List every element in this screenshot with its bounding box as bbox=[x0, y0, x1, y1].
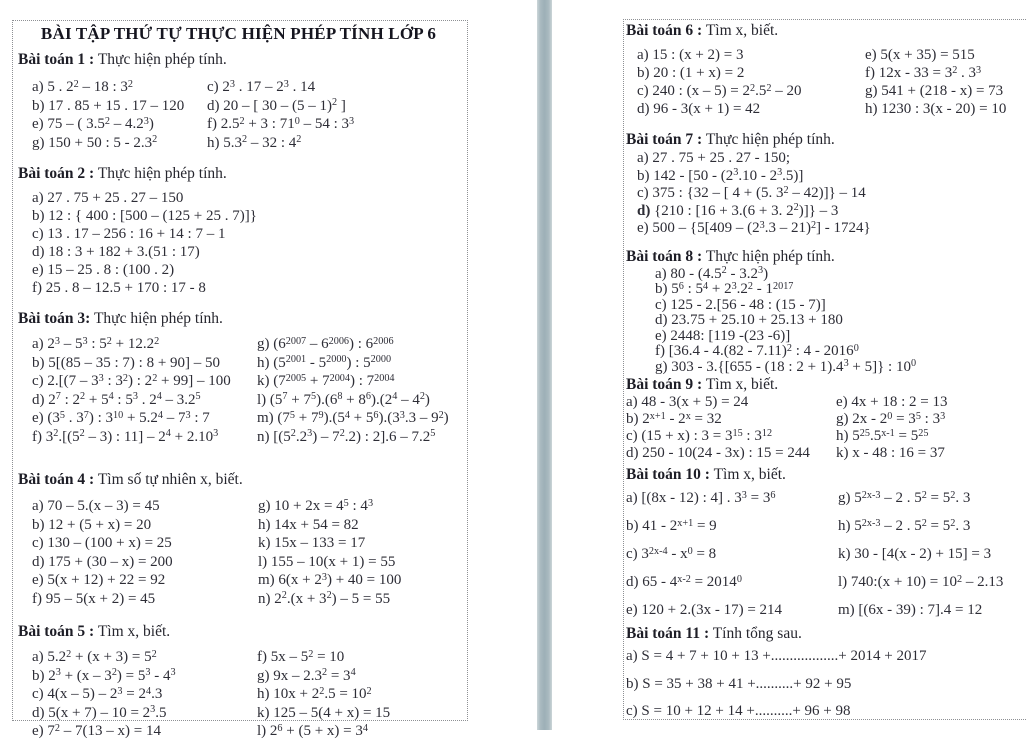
exercise-item: b) 20 : (1 + x) = 2 bbox=[637, 65, 745, 81]
exercise-item: h) $(5^{2001} - 5^{2000})$ : $5^{2000}$ bbox=[257, 354, 392, 371]
problem-heading bbox=[18, 309, 459, 328]
problem-desc: Tìm x, biết. bbox=[97, 623, 171, 640]
exercise-item: b) 12 : { 400 : [500 – (125 + 25 . 7)]} bbox=[32, 208, 257, 224]
exercise-item: h) $5^{2x-3} - 2$ . $5^2 = 5^2$. 3 bbox=[838, 517, 971, 534]
problem-column-b bbox=[836, 394, 948, 462]
exercise-item: b) 12 + (5 + x) = 20 bbox=[32, 516, 152, 533]
exercise-item: b) S = 35 + 38 + 41 +..........+ 92 + 95 bbox=[626, 675, 852, 692]
exercise-item: h) 1230 : 3(x - 20) = 10 bbox=[865, 101, 1007, 117]
exercise-item: d) 175 + (30 – x) = 200 bbox=[32, 553, 173, 570]
exercise-item: a) 27 . 75 + 25 . 27 - 150; bbox=[637, 150, 791, 166]
problem-label: Bài toán 10 : bbox=[626, 466, 710, 483]
exercise-item: l) $2^6 + (5 + x) = 3^4$ bbox=[257, 722, 368, 739]
exercise-item: f) $12x - 33 = 3^2$ . $3^3$ bbox=[865, 64, 982, 81]
exercise-item: f) $5x - 5^2 = 10$ bbox=[257, 648, 345, 665]
exercise-item: e) 5(x + 12) + 22 = 92 bbox=[32, 572, 166, 588]
exercise-item: f) $3^2.[(5^2 - 3)$ : $11] - 2^4 + 2.10^3$ bbox=[32, 428, 219, 445]
exercise-item: e) 15 – 25 . 8 : (100 . 2) bbox=[32, 262, 175, 278]
problem-column-b bbox=[207, 78, 354, 152]
exercise-item: c) S = 10 + 12 + 14 +..........+ 96 + 98 bbox=[626, 703, 851, 719]
exercise-item: b) 5[(85 – 35 : 7) : 8 + 90] – 50 bbox=[32, 354, 221, 371]
problem-desc: Thực hiện phép tính. bbox=[705, 131, 835, 148]
exercise-item: b) $5^6$ : $5^4 + 2^3.2^2 - 1^{2017}$ bbox=[655, 280, 794, 297]
problem-label: Bài toán 5 : bbox=[18, 623, 95, 640]
problem-columns bbox=[626, 394, 1026, 462]
exercise-item: d) $65 - 4^{x-2} = 2014^0$ bbox=[626, 573, 742, 590]
exercise-item: d) 250 - 10(24 - 3x) : 15 = 244 bbox=[626, 445, 810, 461]
exercise-item: d) 20 – [ 30 – (5 – 1)$^2$ ] bbox=[207, 97, 346, 114]
problem-column-a bbox=[637, 150, 871, 238]
exercise-item: a) 5 . $2^2 - 18$ : $3^2$ bbox=[32, 78, 134, 95]
problem-columns bbox=[637, 46, 1026, 118]
exercise-item: d) $5(x + 7) - 10 = 2^3.5$ bbox=[32, 704, 167, 721]
exercise-item: k) 30 - [4(x - 2) + 15] = 3 bbox=[838, 546, 992, 562]
exercise-item: c) (15 + x) : $3 = 3^{15}$ : $3^{12}$ bbox=[626, 427, 773, 444]
problem-desc: Tìm x, biết. bbox=[705, 22, 779, 39]
exercise-item: a) 27 . 75 + 25 . 27 – 150 bbox=[32, 190, 184, 206]
exercise-item: a) $5.2^2 + (x + 3) = 5^2$ bbox=[32, 648, 157, 665]
problem-heading bbox=[18, 470, 459, 489]
problem-column-b bbox=[865, 46, 1006, 118]
exercise-item: c) $3^{2x-4} - x^0 = 8$ bbox=[626, 545, 717, 562]
problem-block-1 bbox=[18, 50, 459, 152]
exercise-item: c) 130 – (100 + x) = 25 bbox=[32, 535, 172, 551]
problem-column-a bbox=[655, 267, 916, 376]
problem-heading bbox=[626, 130, 1026, 149]
exercise-item: g) $9x - 2.3^2 = 3^4$ bbox=[257, 667, 356, 684]
problem-columns bbox=[32, 497, 459, 608]
problem-heading bbox=[626, 247, 1026, 266]
problem-desc: Tính tổng sau. bbox=[712, 625, 802, 642]
exercise-item: h) $5.3^2 - 32$ : $4^2$ bbox=[207, 134, 302, 151]
worksheet-page-1 bbox=[12, 20, 468, 739]
exercise-item: b) $2^{x+1} - 2^x = 32$ bbox=[626, 410, 722, 427]
exercise-item: g) $2x - 2^0 = 3^5$ : $3^3$ bbox=[836, 410, 946, 427]
problem-columns bbox=[32, 648, 459, 741]
exercise-item: e) 2448: [119 -(23 -6)] bbox=[655, 327, 791, 344]
exercise-item: e) 5(x + 35) = 515 bbox=[865, 47, 975, 63]
exercise-item: d) 23.75 + 25.10 + 25.13 + 180 bbox=[655, 312, 843, 328]
problem-column-a bbox=[626, 394, 836, 462]
exercise-item: b) 17 . 85 + 15 . 17 – 120 bbox=[32, 97, 185, 114]
exercise-item: d) 96 - 3(x + 1) = 42 bbox=[637, 101, 761, 117]
exercise-item: b) $41 - 2^{x+1} = 9$ bbox=[626, 517, 717, 534]
problem-label: Bài toán 1 : bbox=[18, 51, 95, 68]
exercise-item: g) $5^{2x-3} - 2$ . $5^2 = 5^2$. 3 bbox=[838, 489, 971, 506]
problem-block-9 bbox=[626, 375, 1026, 462]
problem-heading bbox=[18, 50, 459, 69]
problem-column-b bbox=[258, 497, 401, 608]
problem-heading bbox=[18, 164, 459, 183]
exercise-item: f) $2.5^2 + 3$ : $71^0 - 54$ : $3^3$ bbox=[207, 115, 355, 132]
exercise-item: c) 240 : $(x - 5) = 2^2.5^2 - 20$ bbox=[637, 82, 802, 99]
exercise-item: g) 303 - 3.{[655 - (18 : $2 + 1).4^3 + 5$]} : $10^0$ bbox=[655, 358, 917, 375]
exercise-item: k) $(7^{2005} + 7^{2004})$ : $7^{2004}$ bbox=[257, 372, 395, 389]
problem-columns bbox=[32, 189, 459, 297]
exercise-item: l) $(5^7 + 7^5).(6^8 + 8^6).(2^4 - 4^2)$ bbox=[257, 391, 430, 408]
exercise-item: d) 18 : 3 + 182 + 3.(51 : 17) bbox=[32, 244, 200, 260]
problem-desc: Tìm x, biết. bbox=[705, 376, 779, 393]
problem-desc: Tìm số tự nhiên x, biết. bbox=[97, 471, 243, 488]
exercise-item: b) $2^3 + (x - 3^2) = 5^3 - 4^3$ bbox=[32, 667, 176, 684]
exercise-item: f) 25 . 8 – 12.5 + 170 : 17 - 8 bbox=[32, 280, 206, 296]
exercise-item: c) 375 : {32 – [ 4 + (5. $3^2 - 42)]\} - 14$ bbox=[637, 184, 866, 201]
exercise-item: e) 120 + 2.(3x - 17) = 214 bbox=[626, 602, 783, 618]
problem-block-10 bbox=[626, 465, 1026, 624]
worksheet-page-2 bbox=[623, 19, 1026, 720]
problem-column-b bbox=[257, 335, 449, 446]
exercise-item: a) 15 : (x + 2) = 3 bbox=[637, 47, 744, 63]
exercise-item: g) 541 + (218 - x) = 73 bbox=[865, 83, 1004, 99]
exercise-item: e) 75 – ( $3.5^2 - 4.2^3$) bbox=[32, 115, 154, 132]
exercise-item: k) 125 – 5(4 + x) = 15 bbox=[257, 704, 391, 721]
problem-label: Bài toán 8 : bbox=[626, 247, 703, 265]
problem-block-6 bbox=[626, 21, 1026, 118]
page-divider bbox=[537, 0, 552, 730]
problem-desc: Thực hiện phép tính. bbox=[93, 310, 223, 327]
problem-block-5 bbox=[18, 622, 459, 741]
exercise-item: m) $(7^5 + 7^9).(5^4 + 5^6).(3^3.3 - 9^2)$ bbox=[257, 409, 449, 426]
problem-heading bbox=[18, 622, 459, 641]
problem-column-a bbox=[32, 648, 257, 741]
problem-block-4 bbox=[18, 470, 459, 608]
exercise-item: n) $[(5^2.2^3) - 7^2.2)$ : $2].6 - 7.2^5$ bbox=[257, 428, 436, 445]
exercise-item: c) $4(x - 5) - 2^3 = 2^4.3$ bbox=[32, 685, 163, 702]
problem-desc: Thực hiện phép tính. bbox=[705, 247, 835, 265]
problem-desc: Tìm x, biết. bbox=[713, 466, 786, 483]
exercise-item: n) $2^2.(x + 3^2) - 5 = 55$ bbox=[258, 590, 391, 607]
problem-block-11 bbox=[626, 624, 1026, 726]
problem-columns bbox=[655, 267, 1026, 376]
exercise-item: c) $2^3$ . $17 - 2^3$ . 14 bbox=[207, 78, 316, 95]
exercise-item: c) 13 . 17 – 256 : 16 + 14 : 7 – 1 bbox=[32, 226, 226, 242]
exercise-item: m) $6(x + 2^3) + 40 = 100$ bbox=[258, 571, 402, 588]
exercise-item: a) $80 - (4.5^2 - 3.2^3)$ bbox=[655, 265, 769, 282]
exercise-item: e) $7^2 - 7(13 - x) = 14$ bbox=[32, 722, 161, 739]
problem-columns bbox=[626, 484, 1026, 624]
problem-label: Bài toán 11 : bbox=[626, 625, 710, 642]
exercise-item: l) 155 – 10(x + 1) = 55 bbox=[258, 553, 396, 570]
problem-desc: Thực hiện phép tính. bbox=[97, 165, 227, 182]
exercise-item: d) {210 : [16 + 3.(6 + 3. $2^2)]\} - 3$ bbox=[637, 202, 839, 219]
exercise-item: m) [(6x - 39) : 7].4 = 12 bbox=[838, 602, 983, 618]
problem-block-8 bbox=[626, 247, 1026, 376]
exercise-item: l) 740:(x + $10) = 10^2 - 2.13$ bbox=[838, 573, 1004, 590]
exercise-item: h) 14x + 54 = 82 bbox=[258, 516, 359, 533]
exercise-item: f) 95 – 5(x + 2) = 45 bbox=[32, 590, 156, 607]
problem-label: Bài toán 2 : bbox=[18, 165, 95, 182]
problem-columns bbox=[637, 150, 1026, 238]
exercise-item: h) $10x + 2^2.5 = 10^2$ bbox=[257, 685, 372, 702]
exercise-item: f) [36.4 - 4.(82 - 7.11)$^2$ : 4 - 2016$^0$ bbox=[655, 342, 859, 359]
problem-heading bbox=[626, 21, 1026, 40]
exercise-item: e) $500 - \{5[409 - (2^3.3 - 21)^2] - 1724\}$ bbox=[637, 219, 871, 236]
exercise-item: k) 15x – 133 = 17 bbox=[258, 535, 366, 551]
problem-desc: Thực hiện phép tính. bbox=[97, 51, 227, 68]
exercise-item: a) [(8x - 12) : 4] . $3^3 = 3^6$ bbox=[626, 489, 776, 506]
problem-column-a bbox=[626, 643, 926, 726]
exercise-item: a) 48 - 3(x + 5) = 24 bbox=[626, 394, 749, 410]
exercise-item: c) $2.[(7 - 3^3$ : $3^2$) : $2^2 + 99] - 100$ bbox=[32, 372, 231, 389]
exercise-item: g) $10 + 2x = 4^5$ : $4^3$ bbox=[258, 497, 374, 514]
exercise-item: a) $2^3 - 5^3$ : $5^2 + 12.2^2$ bbox=[32, 335, 160, 352]
problem-columns bbox=[626, 643, 1026, 726]
problem-heading bbox=[626, 375, 1026, 394]
exercise-item: e) ($3^5$ . $3^7$) : $3^{10} + 5.2^4 - 7^3$ : 7 bbox=[32, 409, 210, 426]
problem-column-a bbox=[32, 335, 257, 446]
problem-column-a bbox=[626, 484, 838, 624]
problem-block-7 bbox=[626, 130, 1026, 238]
problem-column-a bbox=[637, 46, 865, 118]
problem-columns bbox=[32, 78, 459, 152]
problem-column-a bbox=[32, 78, 207, 152]
problem-heading bbox=[626, 465, 1026, 484]
problem-column-a bbox=[32, 189, 257, 297]
problem-heading bbox=[626, 624, 1026, 643]
exercise-item: e) 4x + 18 : 2 = 13 bbox=[836, 394, 948, 410]
exercise-item: d) $2^7$ : $2^2 + 5^4$ : $5^3$ . $2^4 - 3.2^5$ bbox=[32, 391, 201, 408]
problem-label: Bài toán 4 : bbox=[18, 471, 95, 488]
exercise-item: k) x - 48 : 16 = 37 bbox=[836, 445, 945, 461]
exercise-item: a) S = 4 + 7 + 10 + 13 +..................+ 2014 + 2017 bbox=[626, 648, 927, 664]
exercise-item: h) $5^{25}.5^{x-1} = 5^{25}$ bbox=[836, 427, 929, 444]
exercise-item: a) 70 – 5.(x – 3) = 45 bbox=[32, 498, 160, 514]
worksheet-title: BÀI TẬP THỨ TỰ THỰC HIỆN PHÉP TÍNH LỚP 6 bbox=[40, 24, 437, 43]
problem-column-a bbox=[32, 497, 258, 608]
exercise-item: g) $(6^{2007} - 6^{2006})$ : $6^{2006}$ bbox=[257, 335, 394, 352]
problem-block-2 bbox=[18, 164, 459, 297]
problem-column-b bbox=[838, 484, 1003, 624]
exercise-item: b) $142 - [50 - (2^3.10 - 2^3.5)]$ bbox=[637, 167, 804, 184]
exercise-item: g) 150 + 50 : $5 - 2.3^2$ bbox=[32, 134, 158, 151]
problem-block-3 bbox=[18, 309, 459, 446]
problem-label: Bài toán 7 : bbox=[626, 131, 703, 148]
problem-column-b bbox=[257, 648, 390, 741]
exercise-item: c) 125 - 2.[56 - 48 : (15 - 7)] bbox=[655, 296, 826, 313]
problem-label: Bài toán 3: bbox=[18, 310, 91, 327]
problem-columns bbox=[32, 335, 459, 446]
problem-label: Bài toán 6 : bbox=[626, 22, 703, 39]
problem-label: Bài toán 9 : bbox=[626, 376, 703, 393]
